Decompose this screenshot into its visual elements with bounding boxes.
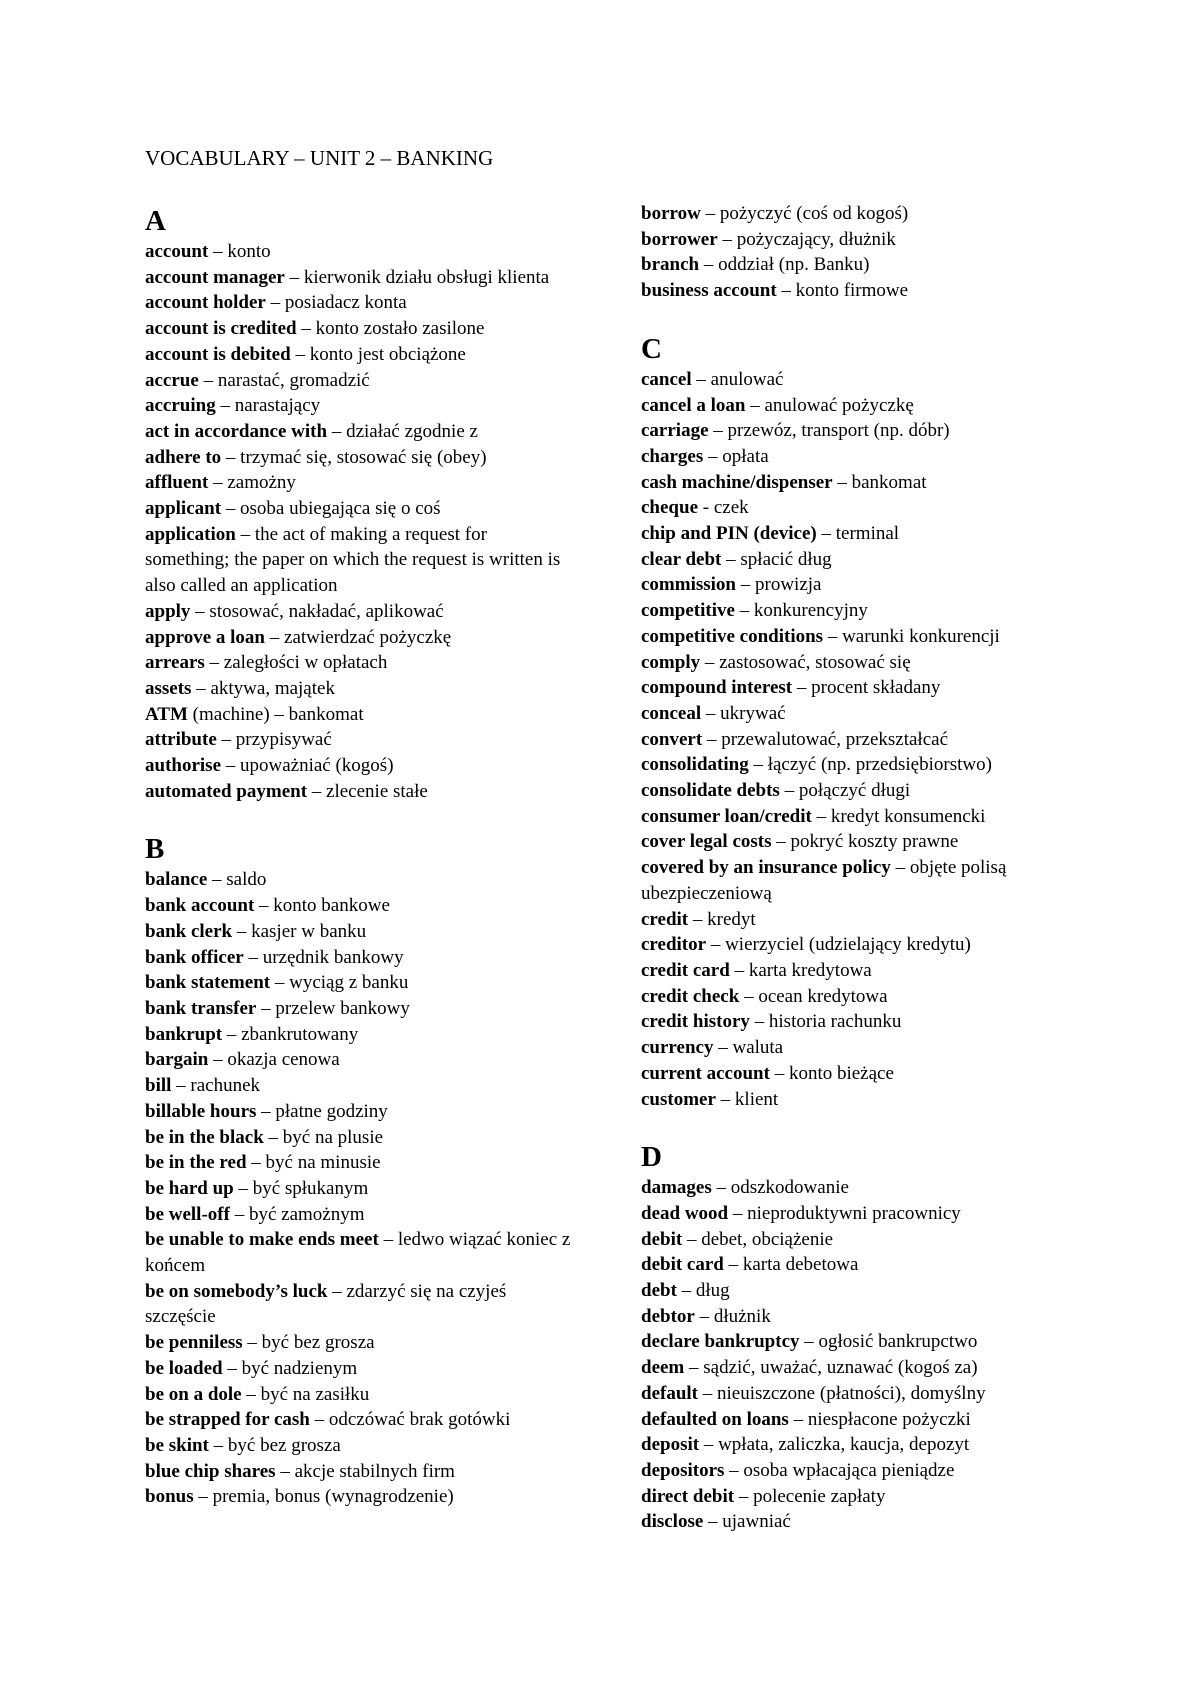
entry-term: be penniless bbox=[145, 1332, 243, 1354]
entry-definition: – łączyć (np. przedsiębiorstwo) bbox=[748, 754, 992, 776]
entry-definition: – konkurencyjny bbox=[734, 600, 868, 622]
entry-definition: – objęte polisą ubezpieczeniową bbox=[641, 857, 1007, 904]
entry-definition: – odszkodowanie bbox=[711, 1177, 849, 1199]
entry-term: assets bbox=[145, 677, 192, 699]
entry-term: disclose bbox=[641, 1511, 704, 1533]
vocabulary-entry bbox=[641, 1355, 1111, 1381]
vocabulary-entry bbox=[145, 522, 575, 599]
entry-term: be loaded bbox=[145, 1357, 223, 1379]
vocabulary-entry bbox=[145, 1484, 575, 1510]
vocabulary-entry bbox=[641, 547, 1111, 573]
section-letter-heading: D bbox=[641, 1141, 662, 1174]
entry-definition: – konto jest obciążone bbox=[290, 343, 466, 365]
entry-definition: – waluta bbox=[713, 1037, 784, 1059]
vocabulary-entry bbox=[145, 1176, 575, 1202]
vocabulary-entry bbox=[145, 1382, 575, 1408]
entry-definition: – the act of making a request for something; the paper on which the request is written is also called an application bbox=[145, 523, 561, 597]
vocabulary-entry bbox=[145, 316, 575, 342]
vocabulary-entry bbox=[145, 368, 575, 394]
entry-definition: – być spłukanym bbox=[233, 1177, 369, 1199]
vocabulary-entry bbox=[641, 1278, 1111, 1304]
entry-term: defaulted on loans bbox=[641, 1408, 789, 1430]
vocabulary-entry bbox=[145, 650, 575, 676]
vocabulary-entry bbox=[641, 418, 1111, 444]
entry-term: consumer loan/credit bbox=[641, 805, 812, 827]
entry-definition: – oddział (np. Banku) bbox=[699, 254, 870, 276]
entry-term: bill bbox=[145, 1075, 172, 1097]
vocabulary-entry bbox=[145, 290, 575, 316]
entry-definition: – anulować bbox=[691, 368, 784, 390]
entry-definition: – urzędnik bankowy bbox=[243, 946, 404, 968]
vocabulary-entry bbox=[145, 1459, 575, 1485]
entry-definition: – być na minusie bbox=[246, 1152, 381, 1174]
vocabulary-entry bbox=[145, 676, 575, 702]
entry-term: balance bbox=[145, 869, 208, 891]
vocabulary-entry bbox=[145, 265, 575, 291]
entry-definition: – posiadacz konta bbox=[265, 292, 407, 314]
entry-definition: – bankomat bbox=[832, 471, 927, 493]
entry-definition: – ukrywać bbox=[701, 702, 786, 724]
entry-term: cancel bbox=[641, 368, 692, 390]
entry-definition: – premia, bonus (wynagrodzenie) bbox=[193, 1486, 454, 1508]
vocabulary-entry bbox=[641, 495, 1111, 521]
vocabulary-entry bbox=[145, 727, 575, 753]
entry-term: apply bbox=[145, 600, 191, 622]
entry-definition: – pożyczyć (coś od kogoś) bbox=[700, 203, 909, 224]
entry-definition: – pokryć koszty prawne bbox=[771, 831, 959, 853]
entry-term: bonus bbox=[145, 1486, 194, 1508]
entry-term: compound interest bbox=[641, 677, 793, 699]
vocabulary-entry bbox=[641, 1009, 1111, 1035]
section-letter-heading: B bbox=[145, 833, 165, 866]
entry-term: deem bbox=[641, 1357, 685, 1379]
entry-term: be unable to make ends meet bbox=[145, 1229, 379, 1251]
vocabulary-entry bbox=[641, 252, 1111, 278]
entry-definition: – karta debetowa bbox=[723, 1254, 859, 1276]
entry-term: borrower bbox=[641, 228, 718, 250]
entry-definition: – debet, obciążenie bbox=[682, 1228, 834, 1250]
entry-term: act in accordance with bbox=[145, 420, 328, 442]
entry-term: be skint bbox=[145, 1434, 209, 1456]
entry-term: credit check bbox=[641, 985, 740, 1007]
entry-term: depositors bbox=[641, 1459, 725, 1481]
vocabulary-entry bbox=[145, 1433, 575, 1459]
vocabulary-entry bbox=[145, 702, 575, 728]
entry-definition: – konto zostało zasilone bbox=[296, 318, 485, 340]
vocabulary-entry bbox=[641, 1509, 1111, 1535]
entry-definition: – kasjer w banku bbox=[232, 920, 367, 942]
entry-definition: – klient bbox=[715, 1088, 779, 1110]
vocabulary-entry bbox=[641, 1252, 1111, 1278]
entry-term: customer bbox=[641, 1088, 716, 1110]
vocabulary-entry bbox=[145, 419, 575, 445]
vocabulary-entry bbox=[641, 1087, 1111, 1113]
entry-definition: – być na plusie bbox=[263, 1126, 384, 1148]
vocabulary-section bbox=[145, 831, 575, 1510]
vocabulary-entry bbox=[145, 625, 575, 651]
entry-term: cover legal costs bbox=[641, 831, 772, 853]
vocabulary-entry bbox=[145, 393, 575, 419]
entry-term: carriage bbox=[641, 420, 709, 442]
vocabulary-entry bbox=[641, 470, 1111, 496]
vocabulary-entry bbox=[641, 1484, 1111, 1510]
entry-term: damages bbox=[641, 1177, 712, 1199]
vocabulary-entry bbox=[145, 1125, 575, 1151]
entry-term: adhere to bbox=[145, 446, 222, 468]
entry-term: conceal bbox=[641, 702, 702, 724]
entry-term: covered by an insurance policy bbox=[641, 857, 891, 879]
vocabulary-entry bbox=[145, 1330, 575, 1356]
vocabulary-entry bbox=[145, 970, 575, 996]
entry-definition: – przypisywać bbox=[216, 729, 332, 751]
entry-definition: – być bez grosza bbox=[208, 1434, 341, 1456]
vocabulary-entry bbox=[145, 1047, 575, 1073]
vocabulary-column-left bbox=[145, 203, 575, 1510]
section-spacer bbox=[145, 804, 575, 831]
entry-term: bank account bbox=[145, 895, 255, 917]
entry-definition: – prowizja bbox=[736, 574, 822, 596]
vocabulary-entry bbox=[641, 227, 1111, 253]
entry-term: be hard up bbox=[145, 1177, 234, 1199]
entry-definition: – kredyt bbox=[688, 908, 756, 930]
entry-definition: – spłacić dług bbox=[721, 548, 832, 570]
entry-term: commission bbox=[641, 574, 736, 596]
entry-definition: – okazja cenowa bbox=[208, 1049, 340, 1071]
vocabulary-section bbox=[641, 201, 1111, 304]
entry-definition: – konto bieżące bbox=[769, 1062, 894, 1084]
vocabulary-entry bbox=[641, 1432, 1111, 1458]
section-spacer bbox=[641, 1112, 1111, 1139]
entry-term: be in the black bbox=[145, 1126, 264, 1148]
entry-term: applicant bbox=[145, 498, 222, 520]
entry-definition: – zlecenie stałe bbox=[307, 780, 428, 802]
vocabulary-section bbox=[641, 1139, 1111, 1535]
vocabulary-entry bbox=[641, 675, 1111, 701]
entry-definition: – sądzić, uważać, uznawać (kogoś za) bbox=[684, 1357, 978, 1379]
vocabulary-entry bbox=[145, 1407, 575, 1433]
entry-term: application bbox=[145, 523, 236, 545]
vocabulary-entry bbox=[641, 958, 1111, 984]
entry-definition: – osoba ubiegająca się o coś bbox=[221, 498, 441, 520]
vocabulary-section bbox=[145, 203, 575, 804]
vocabulary-entry bbox=[641, 1035, 1111, 1061]
vocabulary-entry bbox=[641, 1304, 1111, 1330]
vocabulary-entry bbox=[145, 779, 575, 805]
entry-definition: – procent składany bbox=[792, 677, 941, 699]
vocabulary-entry bbox=[145, 1279, 575, 1330]
entry-term: comply bbox=[641, 651, 701, 673]
vocabulary-entry bbox=[145, 1022, 575, 1048]
entry-definition: – zatwierdzać pożyczkę bbox=[265, 626, 452, 648]
entry-term: affluent bbox=[145, 472, 209, 494]
page-title: VOCABULARY – UNIT 2 – BANKING bbox=[145, 146, 494, 170]
vocabulary-entry bbox=[641, 1175, 1111, 1201]
entry-term: be well-off bbox=[145, 1203, 230, 1225]
entry-term: bank clerk bbox=[145, 920, 233, 942]
vocabulary-entry bbox=[145, 445, 575, 471]
entry-definition: – narastający bbox=[215, 395, 321, 417]
entry-definition: – kredyt konsumencki bbox=[811, 805, 986, 827]
entry-definition: – kierwonik działu obsługi klienta bbox=[284, 266, 550, 288]
vocabulary-entry bbox=[641, 572, 1111, 598]
vocabulary-entry bbox=[145, 996, 575, 1022]
entry-definition: – pożyczający, dłużnik bbox=[717, 228, 896, 250]
vocabulary-entry bbox=[641, 1381, 1111, 1407]
entry-definition: – karta kredytowa bbox=[729, 959, 872, 981]
entry-term: bank statement bbox=[145, 972, 271, 994]
vocabulary-entry bbox=[641, 907, 1111, 933]
entry-term: competitive conditions bbox=[641, 625, 824, 647]
entry-definition: – ujawniać bbox=[703, 1511, 791, 1533]
entry-definition: – polecenie zapłaty bbox=[734, 1485, 886, 1507]
entry-definition: – zdarzyć się na czyjeś szczęście bbox=[145, 1280, 507, 1328]
entry-term: authorise bbox=[145, 755, 221, 777]
entry-term: debit bbox=[641, 1228, 683, 1250]
entry-definition: – osoba wpłacająca pieniądze bbox=[724, 1459, 955, 1481]
entry-term: credit bbox=[641, 908, 689, 930]
vocabulary-entry bbox=[641, 1201, 1111, 1227]
entry-term: deposit bbox=[641, 1434, 700, 1456]
entry-definition: – wierzyciel (udzielający kredytu) bbox=[706, 934, 971, 956]
entry-definition: – zaległości w opłatach bbox=[204, 652, 388, 674]
entry-term: dead wood bbox=[641, 1202, 729, 1224]
entry-term: declare bankruptcy bbox=[641, 1331, 800, 1353]
entry-term: approve a loan bbox=[145, 626, 266, 648]
vocabulary-entry bbox=[145, 342, 575, 368]
vocabulary-entry bbox=[641, 829, 1111, 855]
entry-term: consolidate debts bbox=[641, 780, 780, 802]
entry-term: competitive bbox=[641, 600, 735, 622]
vocabulary-entry bbox=[145, 945, 575, 971]
vocabulary-entry bbox=[641, 1407, 1111, 1433]
entry-term: cash machine/dispenser bbox=[641, 471, 833, 493]
entry-definition: – być zamożnym bbox=[229, 1203, 365, 1225]
entry-definition: – nieproduktywni pracownicy bbox=[728, 1202, 961, 1224]
entry-definition: – zamożny bbox=[208, 472, 296, 494]
entry-definition: – ogłosić bankrupctwo bbox=[799, 1331, 978, 1353]
entry-definition: - czek bbox=[698, 497, 749, 519]
section-letter-heading: C bbox=[641, 332, 662, 365]
entry-definition: – anulować pożyczkę bbox=[745, 394, 914, 416]
vocabulary-entry bbox=[641, 598, 1111, 624]
entry-definition: – przewóz, transport (np. dóbr) bbox=[708, 420, 950, 442]
vocabulary-entry bbox=[145, 1227, 575, 1278]
entry-definition: – płatne godziny bbox=[256, 1100, 388, 1122]
entry-term: business account bbox=[641, 280, 777, 302]
entry-definition: – być na zasiłku bbox=[241, 1383, 370, 1405]
entry-term: accrue bbox=[145, 369, 199, 391]
entry-term: automated payment bbox=[145, 780, 308, 802]
entry-definition: – saldo bbox=[207, 869, 267, 891]
entry-term: account is debited bbox=[145, 343, 291, 365]
entry-term: consolidating bbox=[641, 754, 749, 776]
entry-definition: – konto bankowe bbox=[254, 895, 390, 917]
entry-term: direct debit bbox=[641, 1485, 735, 1507]
entry-term: credit history bbox=[641, 1011, 750, 1033]
entry-term: bankrupt bbox=[145, 1023, 223, 1045]
entry-term: account manager bbox=[145, 266, 285, 288]
entry-term: attribute bbox=[145, 729, 217, 751]
vocabulary-entry bbox=[145, 1073, 575, 1099]
entry-term: be in the red bbox=[145, 1152, 247, 1174]
entry-term: creditor bbox=[641, 934, 707, 956]
entry-term: chip and PIN (device) bbox=[641, 523, 817, 545]
vocabulary-entry bbox=[641, 201, 1111, 227]
entry-term: current account bbox=[641, 1062, 770, 1084]
vocabulary-entry bbox=[641, 701, 1111, 727]
vocabulary-entry bbox=[641, 393, 1111, 419]
entry-definition: – odczówać brak gotówki bbox=[309, 1409, 511, 1431]
entry-definition: – ocean kredytowa bbox=[739, 985, 888, 1007]
vocabulary-entry bbox=[145, 1150, 575, 1176]
entry-term: debit card bbox=[641, 1254, 724, 1276]
entry-term: borrow bbox=[641, 203, 701, 224]
vocabulary-entry bbox=[145, 1356, 575, 1382]
vocabulary-entry bbox=[145, 239, 575, 265]
vocabulary-entry bbox=[641, 804, 1111, 830]
entry-term: debt bbox=[641, 1280, 677, 1302]
entry-definition: – akcje stabilnych firm bbox=[275, 1460, 455, 1482]
entry-term: be on somebody’s luck bbox=[145, 1280, 328, 1302]
entry-term: bank officer bbox=[145, 946, 244, 968]
vocabulary-entry bbox=[145, 496, 575, 522]
entry-definition: – być nadzienym bbox=[222, 1357, 358, 1379]
entry-term: be on a dole bbox=[145, 1383, 242, 1405]
vocabulary-entry bbox=[145, 867, 575, 893]
vocabulary-section bbox=[641, 331, 1111, 1112]
vocabulary-entry bbox=[145, 753, 575, 779]
entry-term: currency bbox=[641, 1037, 714, 1059]
vocabulary-entry bbox=[641, 650, 1111, 676]
entry-definition: – wyciąg z banku bbox=[270, 972, 409, 994]
vocabulary-entry bbox=[641, 1458, 1111, 1484]
section-spacer bbox=[641, 304, 1111, 331]
entry-definition: – być bez grosza bbox=[242, 1332, 375, 1354]
entry-term: credit card bbox=[641, 959, 730, 981]
entry-definition: – działać zgodnie z bbox=[327, 420, 478, 442]
entry-definition: – niespłacone pożyczki bbox=[788, 1408, 971, 1430]
entry-term: clear debt bbox=[641, 548, 722, 570]
vocabulary-column-right bbox=[641, 201, 1111, 1535]
entry-term: billable hours bbox=[145, 1100, 257, 1122]
vocabulary-entry bbox=[145, 1099, 575, 1125]
entry-definition: – przewalutować, przekształcać bbox=[702, 728, 949, 750]
entry-definition: – połączyć długi bbox=[779, 780, 911, 802]
entry-definition: – przelew bankowy bbox=[256, 997, 410, 1019]
entry-term: default bbox=[641, 1382, 698, 1404]
entry-definition: – ledwo wiązać koniec z końcem bbox=[145, 1229, 571, 1277]
entry-term: branch bbox=[641, 254, 700, 276]
vocabulary-entry bbox=[145, 470, 575, 496]
section-letter-heading: A bbox=[145, 205, 166, 237]
entry-term: bargain bbox=[145, 1049, 209, 1071]
vocabulary-entry bbox=[145, 919, 575, 945]
entry-definition: – dług bbox=[676, 1280, 730, 1302]
entry-definition: – warunki konkurencji bbox=[823, 625, 1000, 647]
entry-definition: – stosować, nakładać, aplikować bbox=[190, 600, 444, 622]
entry-definition: – narastać, gromadzić bbox=[198, 369, 370, 391]
entry-definition: (machine) – bankomat bbox=[187, 703, 364, 725]
entry-definition: – opłata bbox=[703, 445, 769, 467]
entry-term: account bbox=[145, 241, 209, 262]
vocabulary-entry bbox=[145, 893, 575, 919]
entry-term: bank transfer bbox=[145, 997, 257, 1019]
entry-term: account is credited bbox=[145, 318, 297, 340]
vocabulary-entry bbox=[641, 1329, 1111, 1355]
entry-term: be strapped for cash bbox=[145, 1409, 310, 1431]
entry-term: cheque bbox=[641, 497, 698, 519]
vocabulary-entry bbox=[641, 624, 1111, 650]
entry-definition: – konto firmowe bbox=[776, 280, 909, 302]
vocabulary-entry bbox=[641, 752, 1111, 778]
entry-term: blue chip shares bbox=[145, 1460, 276, 1482]
entry-definition: – trzymać się, stosować się (obey) bbox=[221, 446, 487, 468]
vocabulary-entry bbox=[641, 367, 1111, 393]
vocabulary-entry bbox=[641, 521, 1111, 547]
vocabulary-entry bbox=[145, 599, 575, 625]
vocabulary-entry bbox=[641, 855, 1111, 906]
entry-definition: – historia rachunku bbox=[749, 1011, 902, 1033]
vocabulary-entry bbox=[641, 444, 1111, 470]
entry-definition: – rachunek bbox=[171, 1075, 261, 1097]
entry-definition: – nieuiszczone (płatności), domyślny bbox=[698, 1382, 986, 1404]
entry-term: arrears bbox=[145, 652, 205, 674]
vocabulary-entry bbox=[641, 778, 1111, 804]
entry-definition: – aktywa, majątek bbox=[191, 677, 335, 699]
vocabulary-entry bbox=[145, 1202, 575, 1228]
entry-definition: – terminal bbox=[816, 523, 900, 545]
vocabulary-entry bbox=[641, 727, 1111, 753]
entry-definition: – konto bbox=[208, 241, 271, 262]
entry-term: convert bbox=[641, 728, 703, 750]
entry-definition: – zbankrutowany bbox=[222, 1023, 359, 1045]
entry-definition: – zastosować, stosować się bbox=[700, 651, 911, 673]
vocabulary-entry bbox=[641, 932, 1111, 958]
entry-definition: – upoważniać (kogoś) bbox=[221, 755, 394, 777]
vocabulary-entry bbox=[641, 984, 1111, 1010]
entry-definition: – wpłata, zaliczka, kaucja, depozyt bbox=[699, 1434, 970, 1456]
entry-term: debtor bbox=[641, 1305, 695, 1327]
vocabulary-entry bbox=[641, 1061, 1111, 1087]
entry-term: charges bbox=[641, 445, 704, 467]
entry-term: ATM bbox=[145, 703, 188, 725]
entry-term: accruing bbox=[145, 395, 216, 417]
vocabulary-entry bbox=[641, 278, 1111, 304]
entry-term: cancel a loan bbox=[641, 394, 746, 416]
vocabulary-entry bbox=[641, 1227, 1111, 1253]
entry-term: account holder bbox=[145, 292, 266, 314]
entry-definition: – dłużnik bbox=[694, 1305, 771, 1327]
